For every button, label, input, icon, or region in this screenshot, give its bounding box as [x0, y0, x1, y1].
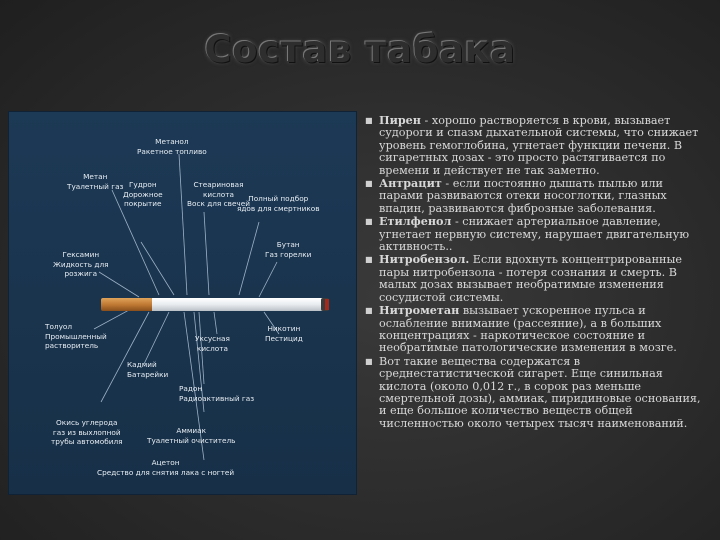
- label-acetic-acid: Уксусная кислота: [195, 334, 230, 353]
- label-methanol: Метанол Ракетное топливо: [137, 137, 207, 156]
- bullet-item: ■ Етилфенол - снижает артериальное давление, угнетает нервную систему, нарушает двигательную активность..: [365, 214, 690, 254]
- bullet-marker-icon: ■: [365, 217, 373, 227]
- label-hexamine: Гексамин Жидкость для розжига: [53, 250, 109, 278]
- slide-title: Состав табака: [204, 28, 516, 71]
- label-acetone: Ацетон Средство для снятия лака с ногтей: [97, 458, 235, 477]
- label-poisons: Полный подбор ядов для смертников: [237, 194, 320, 213]
- bullet-marker-icon: ■: [365, 255, 373, 265]
- bullet-marker-icon: ■: [365, 306, 373, 316]
- label-butane: Бутан Газ горелки: [265, 240, 312, 259]
- label-radon: Радон Радиоактивный газ: [179, 384, 255, 403]
- label-carbon-monoxide: Окись углерода газ из выхлопной трубы автомобиля: [51, 418, 123, 446]
- bullet-item: ■ Пирен - хорошо растворяется в крови, вызывает судороги и спазм дыхательной системы, что снижает уровень гемоглобина, угнетает функции печени. В сигаретных дозах - это просто растягивается по времени и действует не так заметно.: [365, 113, 699, 177]
- label-nicotine: Никотин Пестицид: [265, 324, 303, 343]
- bullet-list: [365, 114, 710, 430]
- bullet-marker-icon: ■: [365, 116, 373, 125]
- bullet-item: ■ Вот такие вещества содержатся в среднестатистической сигарет. Еще синильная кислота (около 0,012 г., в сорок раз меньше смертельной дозы), аммиак, пиридиновые основания, и еще большое количество веществ общей численностью около четырех тысяч наименований.: [365, 354, 701, 430]
- label-toluene: Толуол Промышленный растворитель: [45, 322, 107, 350]
- cigarette-composition-figure: [8, 111, 357, 495]
- bullet-item: ■ Антрацит - если постоянно дышать пылью или парами развиваются отеки носоглотки, глазных впадин, развиваются фиброзные заболевания.: [365, 176, 667, 215]
- label-cadmium: Кадмий Батарейки: [127, 360, 169, 379]
- bullet-item: ■ Нитрометан вызывает ускоренное пульса и ослабление внимание (рассеяние), а в больших концентрациях - наркотическое состояние и необратимые патологические изменения в мозге.: [365, 303, 677, 355]
- label-ammonia: Аммиак Туалетный очиститель: [147, 426, 236, 445]
- bullet-item: ■ Нитробензол. Если вдохнуть концентрированные пары нитробензола - потеря сознания и смерть. В малых дозах вызывает необратимые изменения сосудистой системы.: [365, 252, 683, 304]
- label-stearic-acid: Стеариновая кислота Воск для свечей: [187, 180, 250, 208]
- bullet-marker-icon: ■: [365, 179, 373, 189]
- cigarette: [101, 298, 329, 311]
- label-methane: Метан Туалетный газ: [67, 172, 124, 191]
- label-tar: Гудрон Дорожное покрытие: [123, 180, 163, 208]
- bullet-marker-icon: ■: [365, 356, 373, 366]
